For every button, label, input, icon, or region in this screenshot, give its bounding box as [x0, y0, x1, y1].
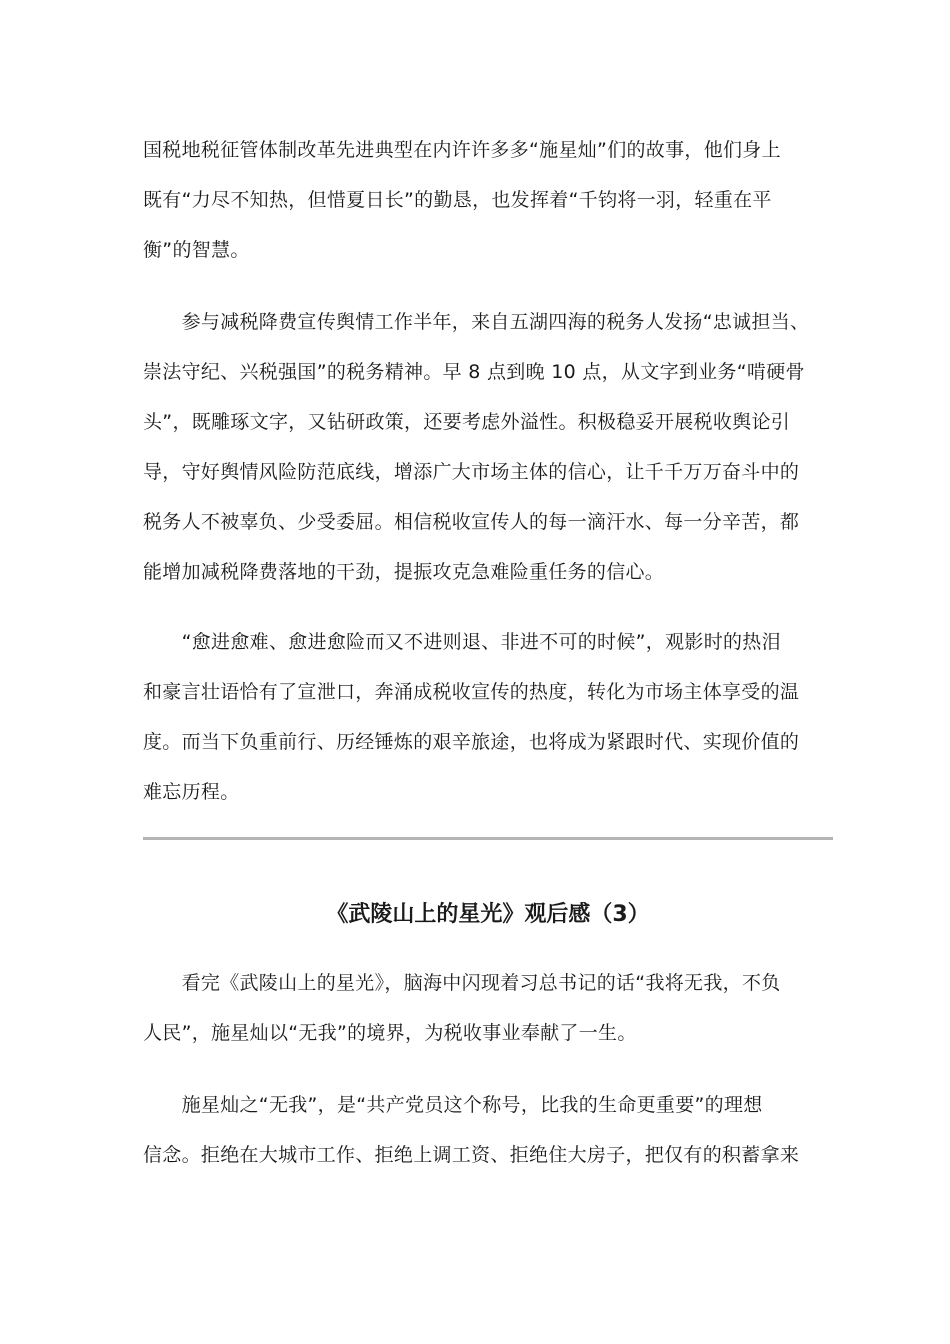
paragraph-3 — [143, 617, 803, 817]
paragraph-5 — [143, 1080, 803, 1180]
text-line: 看完《武陵山上的星光》，脑海中闪现着习总书记的话“我将无我，不负 — [143, 972, 781, 994]
text-line: 和豪言壮语恰有了宣泄口，奔涌成税收宣传的热度，转化为市场主体享受的温 — [143, 681, 800, 703]
paragraph-4 — [143, 958, 803, 1058]
text-line: 税务人不被辜负、少受委屈。相信税收宣传人的每一滴汗水、每一分辛苦，都 — [143, 511, 800, 533]
paragraph-1 — [143, 125, 803, 275]
text-line: 参与减税降费宣传舆情工作半年，来自五湖四海的税务人发扬“忠诚担当、 — [143, 311, 810, 333]
text-line: 既有“力尽不知热，但惜夏日长”的勤恳，也发挥着“千钧将一羽，轻重在平 — [143, 189, 772, 211]
text-line: 头”，既雕琢文字，又钻研政策，还要考虑外溢性。积极稳妥开展税收舆论引 — [143, 411, 791, 433]
paragraph-2 — [143, 297, 810, 597]
text-line: “愈进愈难、愈进愈险而又不进则退、非进不可的时候”，观影时的热泪 — [143, 631, 781, 653]
section-title: 《武陵山上的星光》观后感（3） — [326, 902, 650, 927]
section-divider — [143, 837, 833, 840]
text-line: 崇法守纪、兴税强国”的税务精神。早 8 点到晚 10 点，从文字到业务“啃硬骨 — [143, 361, 805, 383]
text-line: 导，守好舆情风险防范底线，增添广大市场主体的信心，让千千万万奋斗中的 — [143, 461, 800, 483]
text-line: 度。而当下负重前行、历经锤炼的艰辛旅途，也将成为紧跟时代、实现价值的 — [143, 731, 800, 753]
text-line: 施星灿之“无我”，是“共产党员这个称号，比我的生命更重要”的理想 — [143, 1094, 763, 1116]
text-line: 难忘历程。 — [143, 781, 240, 803]
text-line: 人民”，施星灿以“无我”的境界，为税收事业奉献了一生。 — [143, 1022, 637, 1044]
text-line: 衡”的智慧。 — [143, 239, 250, 261]
text-line: 能增加减税降费落地的干劲，提振攻克急难险重任务的信心。 — [143, 561, 665, 583]
text-line: 信念。拒绝在大城市工作、拒绝上调工资、拒绝住大房子，把仅有的积蓄拿来 — [143, 1144, 800, 1166]
text-line: 国税地税征管体制改革先进典型在内许许多多“施星灿”们的故事，他们身上 — [143, 139, 781, 161]
